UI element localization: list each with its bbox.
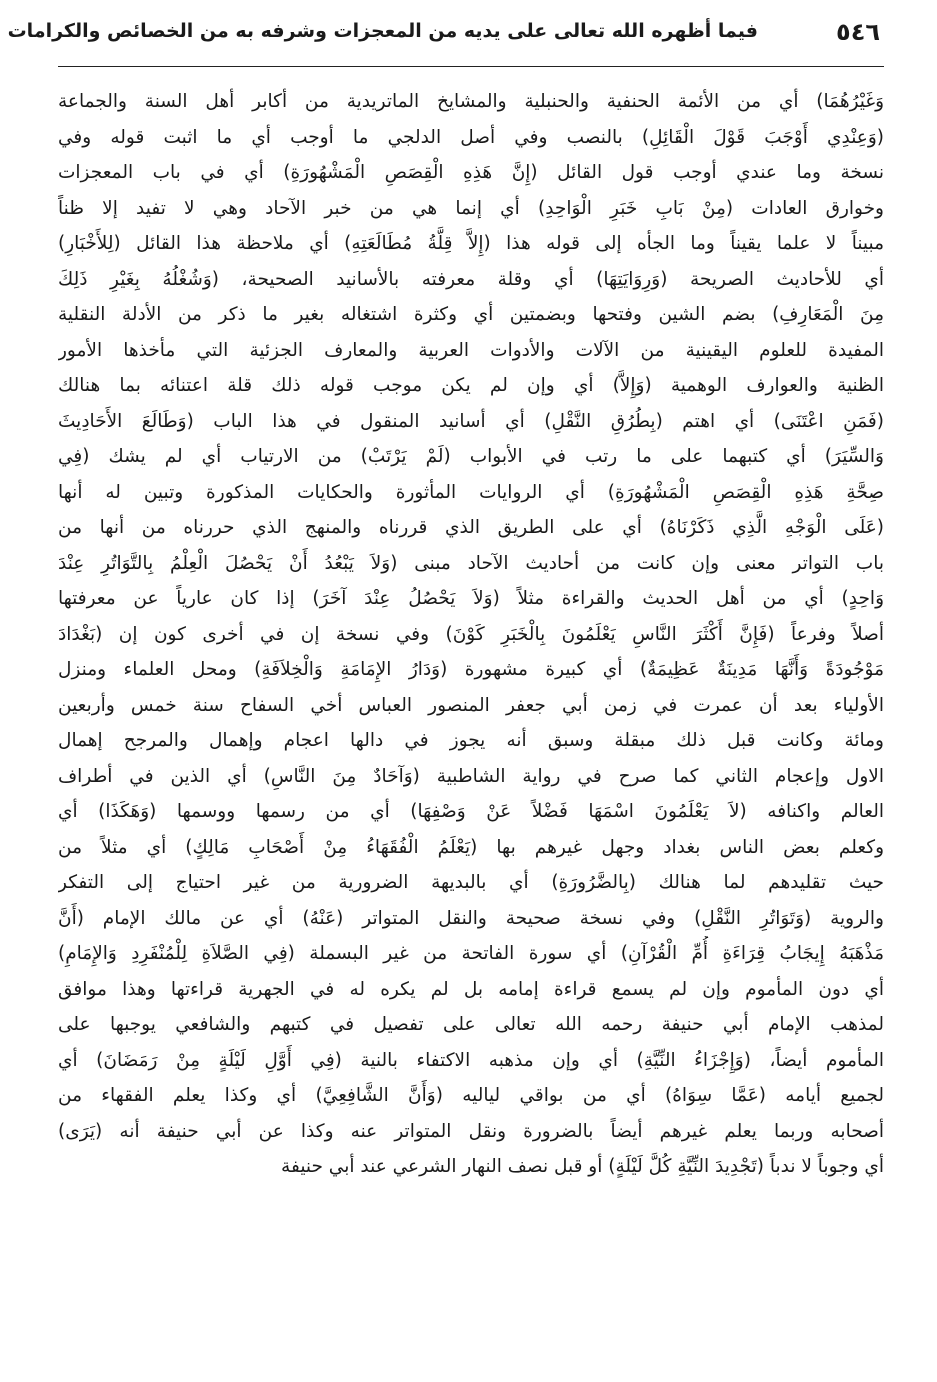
- page-number: ٥٤٦: [836, 18, 880, 46]
- page-header: [7, 14, 884, 58]
- header-rule: [58, 66, 884, 67]
- text-line: أصلاً وفرعاً (فَإِنَّ أَكْثَرَ النَّاسِ يَعْلَمُونَ بِالْخَبَرِ كَوْنَ) وفي نسخة إن في أخرى كون إن (بَغْدَادَ: [58, 623, 884, 645]
- book-page: [7, 14, 884, 1354]
- text-line: مَذْهَبَهُ إِيجَابُ قِرَاءَةِ أُمِّ الْقُرْآنِ) أي سورة الفاتحة من غير البسملة (فِي الصَّلاَةِ لِلْمُنْفَرِدِ وَالإِمَامِ): [58, 943, 884, 964]
- text-line: مِنَ الْمَعَارِفِ) بضم الشين وفتحها وبضمتين أي وكثرة اشتغاله بغير ما ذكر من الأدلة النقلية: [58, 304, 884, 325]
- text-line: ومائة وكانت قبل ذلك مبقلة وسبق أنه يجوز في دالها اعجام وإهمال والمرجح إهمال: [58, 730, 884, 751]
- text-line: صِحَّةِ هَذِهِ الْقِصَصِ الْمَشْهُورَةِ) أي الروايات المأثورة والحكايات المذكورة وتبين له أنها: [58, 481, 884, 503]
- text-line: باب التواتر معنى وإن كانت من أحاديث الآحاد مبنى (وَلاَ يَبْعُدُ أَنْ يَحْصُلَ الْعِلْمُ بِالتَّوَاتُرِ عِنْدَ: [58, 552, 884, 574]
- text-line: المأموم أيضاً، (وَإِجْزَاءُ النِّيَّةِ) أي وإن مذهبه الاكتفاء بالنية (فِي أَوَّلِ لَيْلَةٍ مِنْ رَمَضَانَ) أي: [58, 1049, 884, 1071]
- text-line: العالم واكنافه (لاَ يَعْلَمُونَ اسْمَهَا فَضْلاً عَنْ وَصْفِهَا) أي من رسمها ووسمها (وَهَكَذَا) أي: [58, 801, 884, 822]
- text-line: الأولياء بعد أن عمرت في زمن أبي جعفر المنصور العباس أخي السفاح سنة خمس وأربعين: [58, 694, 884, 716]
- text-line: وَغَيْرُهُمَا) أي من الأئمة الحنفية والحنبلية والمشايخ الماتريدية من أكابر أهل السنة والجماعة: [58, 91, 884, 112]
- text-line: وَاحِدٍ) أي من أهل الحديث والقراءة مثلاً (وَلاَ يَحْصُلُ عِنْدَ آخَرَ) إذا كان عارياً عن معرفتها: [58, 588, 884, 609]
- text-line: لجميع أيامه (عَمَّا سِوَاهُ) أي من بواقي لياليه (وَأَنَّ الشَّافِعِيَّ) أي وكذا يعلم الفقهاء من: [58, 1085, 884, 1106]
- text-line: حيث تقليدهم لما هنالك (بِالضَّرُورَةِ) أي بالبديهة الضرورية من غير احتياج إلى التفكر: [58, 872, 884, 893]
- text-line: أصحابه وربما يعلم غيرهم أيضاً بالضرورة ونقل المتواتر عنه وكذا عن أبي حنيفة أنه (يَرَى): [58, 1120, 884, 1142]
- text-line: والروية (وَتَوَاتُرِ النَّقْلِ) وفي نسخة صحيحة والنقل المتواتر (عَنْهُ) أي عن مالك الإمام (أَنَّ: [58, 907, 884, 929]
- text-line: (عَلَى الْوَجْهِ الَّذِي ذَكَرْنَاهُ) أي على الطريق الذي قررناه والمنهج الذي حررناه من أنها من: [58, 517, 884, 538]
- text-line: وخوارق العادات (مِنْ بَابِ خَبَرِ الْوَاحِدِ) أي إنما هي من خبر الآحاد وهي لا تفيد إلا ظناً: [58, 197, 884, 219]
- text-line: أي دون المأموم وإن لم يسمع قراءة إمامه بل لم يكره له في الجهرية قراءتها وهذا موافق: [58, 978, 884, 1000]
- text-line: أي وجوباً لا ندباً (تَجْدِيدَ النِّيَّةِ كُلَّ لَيْلَةٍ) أو قبل نصف النهار الشرعي عند أبي حنيفة: [281, 1156, 884, 1177]
- text-line: مبيناً لا علما يقيناً وما الجأه إلى قوله هذا (إِلاَّ قِلَّةُ مُطَالَعَتِهِ) أي ملاحظة هذا القائل (لِلأَخْبَارِ): [58, 233, 884, 254]
- text-line: لمذهب الإمام أبي حنيفة رحمه الله تعالى على تفصيل في كتبهم والشافعي يوجبها على: [58, 1014, 884, 1035]
- text-line: الظنية والعوارف الوهمية (وَإِلاَّ) أي وإن لم يكن موجب قوله ذلك قلة اعتنائه بما هنالك: [58, 375, 884, 396]
- text-line: وَالسِّيَرَ) أي كتبهما على ما رتب في الأبواب (لَمْ يَرْتَبْ) من الارتياب أي لم يشك (فِي: [58, 446, 884, 467]
- running-title: فيما أظهره الله تعالى على يديه من المعجزات وشرفه به من الخصائص والكرامات: [7, 20, 758, 42]
- text-line: (فَمَنِ اعْتَنَى) أي اهتم (بِطُرُقِ النَّقْلِ) أي أسانيد المنقول في هذا الباب (وَطَالَعَ الأَحَادِيثَ: [58, 410, 884, 432]
- text-line: نسخة وما عندي أوجب قول القائل (إِنَّ هَذِهِ الْقِصَصِ الْمَشْهُورَةِ) أي في باب المعجزات: [58, 162, 884, 183]
- text-line: وكعلم بعض الناس بغداد وجهل غيرهم بها (يَعْلَمُ الْفُقَهَاءُ مِنْ أَصْحَابِ مَالِكٍ) أي مثلاً من: [58, 836, 884, 858]
- text-line: (وَعِنْدِي أَوْجَبَ قَوْلَ الْقَائِلِ) بالنصب وفي أصل الدلجي ما أوجب أي ما اثبت قوله وفي: [58, 126, 884, 148]
- text-line: المفيدة للعلوم اليقينية من الآلات والأدوات العربية والمعارف الجزئية التي مأخذها الأمور: [58, 339, 884, 361]
- text-line: الاول وإعجام الثاني كما صرح في رواية الشاطبية (وَآحَادٌ مِنَ النَّاسِ) أي الذين في أطراف: [58, 765, 884, 787]
- text-line: أي للأحاديث الصريحة (وَرِوَايَتِهَا) أي وقلة معرفته بالأسانيد الصحيحة، (وَشُغْلُهُ بِغَيْرِ ذَلِكَ: [58, 268, 884, 290]
- text-line: مَوْجُودَةً وَأَنَّهَا مَدِينَةٌ عَظِيمَةٌ) أي كبيرة مشهورة (وَدَارُ الإِمَامَةِ وَالْخِلاَفَةِ) ومحل العلماء ومنزل: [58, 659, 884, 680]
- body-text: [58, 84, 884, 1185]
